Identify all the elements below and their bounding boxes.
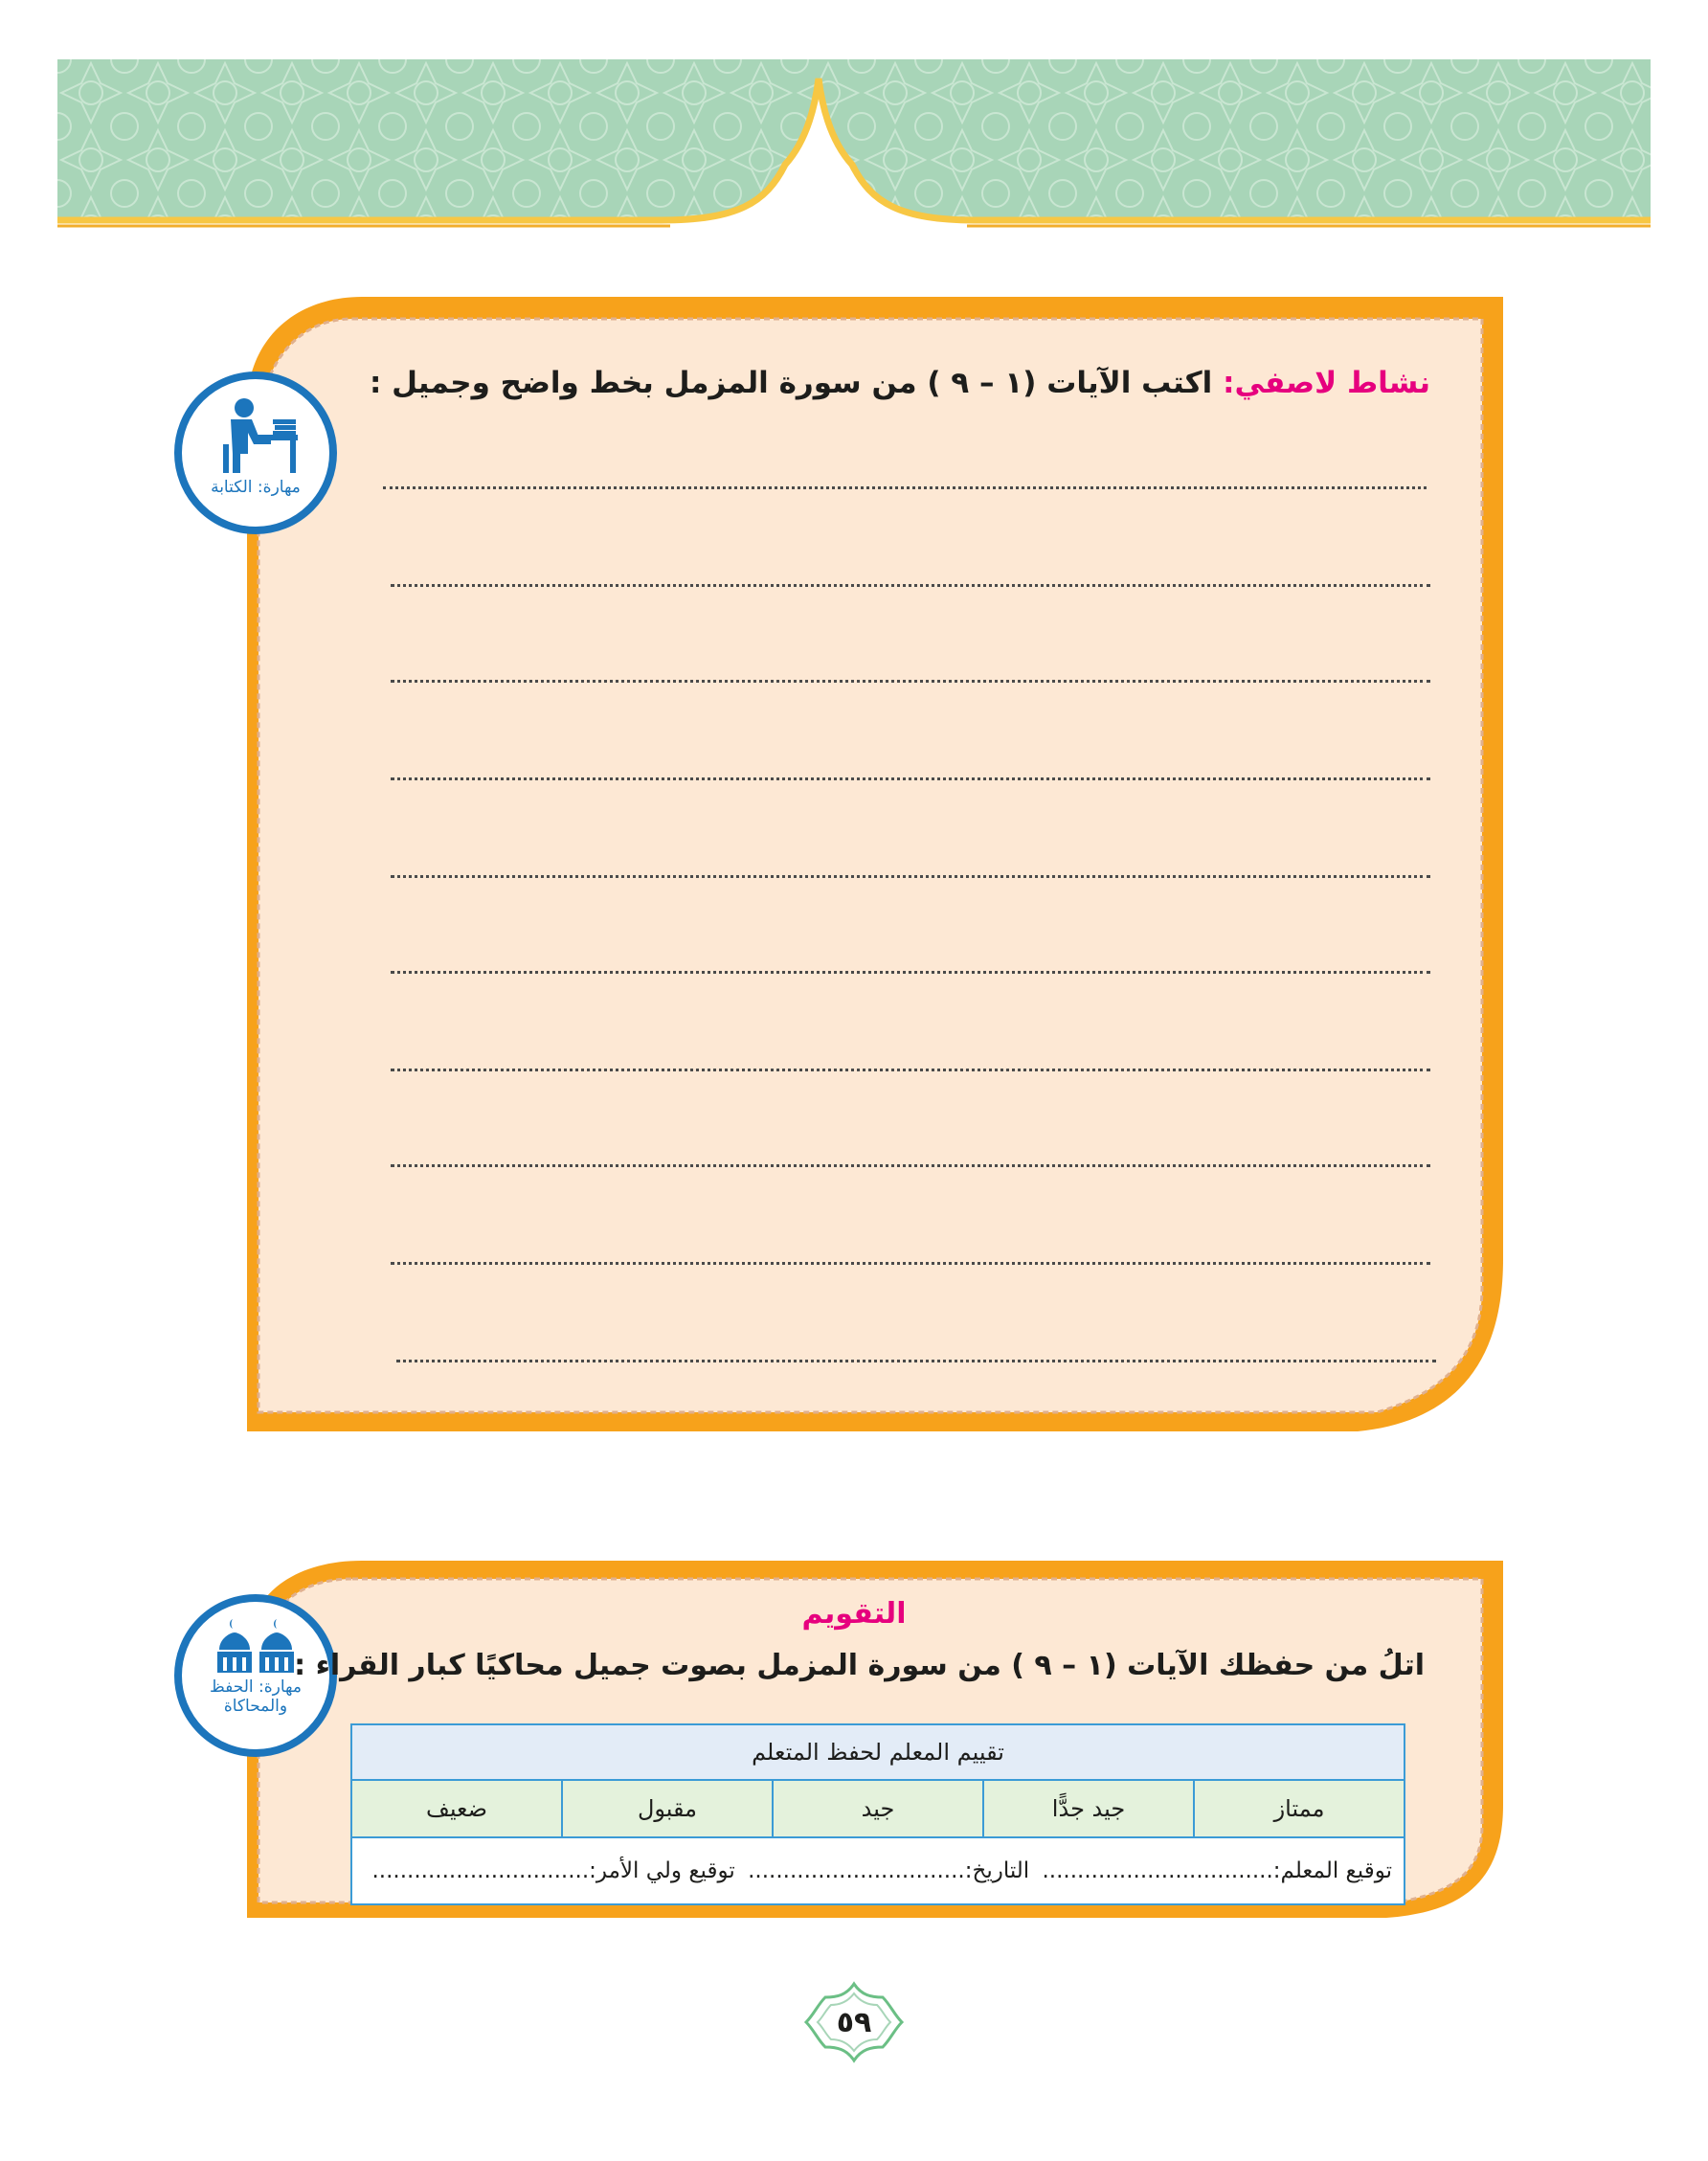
evaluation-title: التقويم	[801, 1597, 907, 1631]
page-number: ٥٩	[836, 2005, 872, 2039]
writing-line-6[interactable]	[391, 971, 1430, 974]
memorization-skill-label	[210, 1678, 302, 1716]
writing-line-4[interactable]	[391, 777, 1430, 780]
writing-line-3[interactable]	[391, 680, 1430, 683]
activity-label: نشاط لاصفي	[1234, 366, 1430, 400]
grade-weak[interactable]: ضعيف	[351, 1780, 562, 1837]
teacher-evaluation-table	[350, 1723, 1405, 1905]
memorization-skill-line-1: مهارة: الحفظ	[210, 1677, 302, 1697]
writing-skill-badge	[174, 371, 337, 534]
writing-line-1[interactable]	[383, 486, 1427, 489]
writing-line-5[interactable]	[391, 875, 1430, 878]
activity-label-separator: :	[1223, 366, 1235, 400]
activity-instruction: اكتب الآيات (١ – ٩ ) من سورة المزمل بخط واضح وجميل :	[369, 366, 1213, 400]
writing-line-9[interactable]	[391, 1262, 1430, 1265]
activity-card	[247, 292, 1503, 1498]
memorization-skill-line-2: والمحاكاة	[223, 1696, 288, 1716]
header-banner	[57, 59, 1651, 232]
writing-skill-label: مهارة: الكتابة	[211, 478, 301, 497]
teacher-signature-field[interactable]: توقيع المعلم:.................................	[1042, 1858, 1392, 1883]
activity-heading	[370, 366, 1430, 400]
date-field[interactable]: التاريخ:...............................	[748, 1858, 1030, 1883]
signature-row	[351, 1837, 1405, 1904]
writing-line-2[interactable]	[391, 584, 1430, 587]
grade-good[interactable]: جيد	[773, 1780, 983, 1837]
student-writing-icon	[210, 396, 302, 475]
writing-line-7[interactable]	[391, 1069, 1430, 1071]
grade-excellent[interactable]: ممتاز	[1194, 1780, 1405, 1837]
evaluation-instruction: اتلُ من حفظك الآيات (١ – ٩ ) من سورة المزمل بصوت جميل محاكيًا كبار القراء :	[294, 1649, 1425, 1682]
grade-very-good[interactable]: جيد جدًّا	[983, 1780, 1194, 1837]
writing-line-8[interactable]	[391, 1164, 1430, 1167]
evaluation-table-header: تقييم المعلم لحفظ المتعلم	[351, 1724, 1405, 1780]
activity-card-frame	[247, 292, 1503, 1498]
writing-line-10[interactable]	[396, 1360, 1436, 1362]
guardian-signature-field[interactable]: توقيع ولي الأمر:...............................	[371, 1858, 735, 1883]
page-number-badge	[802, 1980, 906, 2064]
grade-acceptable[interactable]: مقبول	[562, 1780, 773, 1837]
